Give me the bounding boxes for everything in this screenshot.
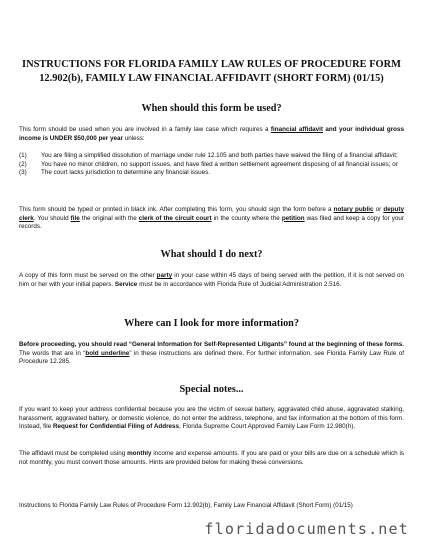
link-notary-public[interactable]: notary public	[333, 206, 374, 213]
text: income and expense amounts. If you are paid or your bills are due on a schedule which is not monthly, you must convert those amounts. Hints are provided below for making these conversions.	[19, 450, 404, 466]
title-line-1: INSTRUCTIONS FOR FLORIDA FAMILY LAW RULES OF PROCEDURE FORM	[22, 59, 401, 70]
text: The words that are in “	[19, 349, 86, 357]
bold-request-confidential-filing: Request for Confidential Filing of Address	[52, 423, 180, 431]
text: the original with the	[79, 214, 139, 222]
watermark-site-name: floridadocuments.net	[204, 520, 409, 538]
text: This form should be used when you are involved in a family law case which requires a	[19, 126, 271, 133]
link-financial-affidavit[interactable]: financial affidavit	[270, 126, 324, 133]
text: was filed and keep a copy for your records.	[19, 214, 405, 231]
text: must be in accordance with Florida Rule of Judicial Administration 2.516.	[137, 280, 342, 288]
text: in your case within 45 days of being served with the petition, if it is not served on him or her with your initial papers.	[19, 272, 404, 288]
text: unless:	[122, 134, 145, 142]
link-file[interactable]: file	[70, 214, 80, 222]
list-number: (2)	[19, 160, 27, 168]
paragraph-more-info	[19, 341, 404, 367]
link-clerk-circuit-court[interactable]: clerk of the circuit court	[138, 214, 212, 222]
bold-monthly: monthly	[127, 450, 152, 457]
list-text: You are filing a simplified dissolution of marriage under rule 12.105 and both parties have waived the filing of a financial affidavit;	[41, 152, 398, 159]
list-number: (1)	[19, 152, 27, 159]
footer-form-reference: Instructions to Florida Family Law Rules of Procedure Form 12.902(b), Family Law Financial Affidavit (Short Form) (01/15)	[19, 502, 353, 509]
heading-special-notes: Special notes...	[179, 384, 244, 395]
bold-service: Service	[114, 280, 138, 288]
list-text: You have no minor children, no support issues, and have filed a written settlement agreement disposing of all financial issues; or	[41, 160, 398, 168]
paragraph-confidential-address	[19, 406, 404, 432]
paragraph-monthly-amounts	[19, 450, 404, 467]
link-deputy-clerk[interactable]: deputy clerk	[19, 206, 404, 222]
bold-before-proceeding: Before proceeding, you should read “General Information for Self-Represented Litigants” found at the beginning of these forms.	[19, 341, 404, 348]
text: A copy of this form must be served on the other	[19, 272, 157, 279]
text: , Florida Supreme Court Approved Family Law Form 12.980(h).	[179, 423, 356, 431]
document-title	[20, 58, 403, 86]
text: If you want to keep your address confidential because you are the victim of sexual battery, aggravated child abuse, aggravated stalking, harassment, aggravated battery, or domestic violence, do not enter the address, telephone, and fax information at the bottom of this form. Instead, file	[19, 406, 404, 431]
list-item	[19, 169, 404, 178]
paragraph-when-used	[19, 126, 404, 143]
heading-more-info: Where can I look for more information?	[124, 318, 299, 329]
text: in the county where the	[211, 214, 282, 222]
title-line-2: 12.902(b), FAMILY LAW FINANCIAL AFFIDAVIT (SHORT FORM) (01/15)	[39, 73, 384, 84]
text: or	[373, 206, 384, 213]
paragraph-what-next	[19, 272, 404, 289]
text: ” in these instructions are defined there. For further information, see Florida Family Law Rule of Procedure 12.285.	[19, 349, 404, 366]
text: . You should	[33, 214, 71, 222]
text: This form should be typed or printed in black ink. After completing this form, you should sign the form before a	[19, 206, 334, 213]
link-bold-underline[interactable]: bold underline	[85, 349, 130, 357]
paragraph-signing	[19, 206, 404, 232]
list-text: The court lacks jurisdiction to determine any financial issues.	[41, 169, 211, 177]
heading-when-used: When should this form be used?	[141, 103, 282, 114]
list-number: (3)	[19, 169, 27, 177]
list-item	[19, 152, 404, 161]
list-item	[19, 161, 404, 170]
conditions-list	[19, 152, 404, 178]
text: The affidavit must be completed using	[19, 450, 128, 457]
link-party[interactable]: party	[156, 272, 173, 279]
heading-what-next: What should I do next?	[160, 249, 263, 260]
link-petition[interactable]: petition	[281, 214, 305, 222]
bold-income-text: and your individual gross income is UNDER $50,000 per year	[19, 126, 405, 142]
